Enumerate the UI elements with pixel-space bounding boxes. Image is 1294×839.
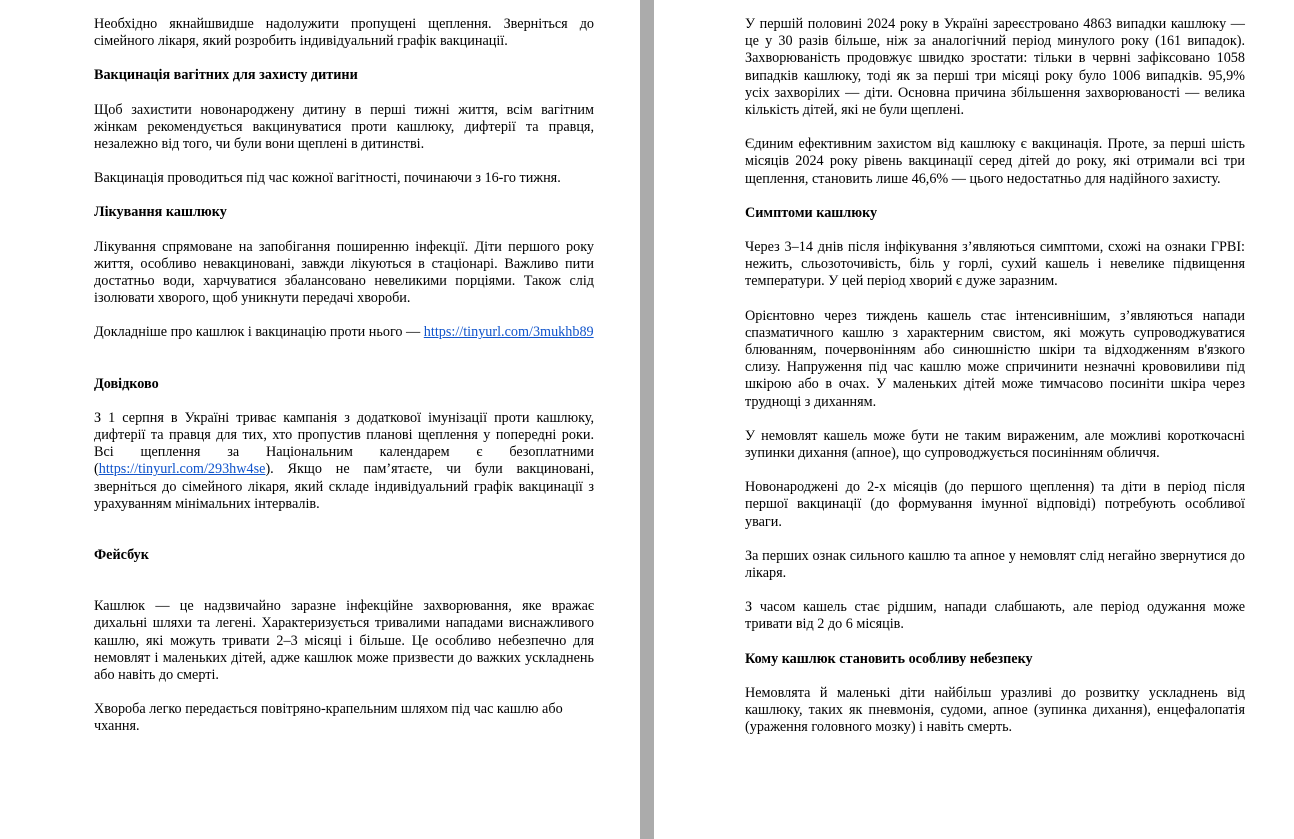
- heading-facebook: Фейсбук: [94, 547, 149, 564]
- reference-text-b: ). Якщо не пам’ятаєте, чи були вакциновані, зверніться до сімейного лікаря, який складе індивідуальний графік вакцинації з урахуванням мінімальних інтервалів.: [94, 461, 594, 512]
- paragraph-symptoms-2: Орієнтовно через тиждень кашель стає інтенсивнішим, з’являються напади спазматичного кашлю з характерним свистом, які можуть супроводжуватися блюванням, почервонінням або синюшністю шкіри та відходженням в'язкого слизу. Напруження під час кашлю може спричинити незначні крововиливи під шкірою або в очах. У маленьких дітей може тимчасово посиніти шкіра через труднощі з диханням.: [745, 307, 1245, 410]
- paragraph-facebook-2: Хвороба легко передається повітряно-крапельним шляхом під час кашлю або чхання.: [94, 701, 563, 735]
- page-right-content: [745, 16, 1245, 754]
- paragraph-symptoms-1: Через 3–14 днів після інфікування з’являються симптоми, схожі на ознаки ГРВІ: нежить, сльозоточивість, біль у горлі, сухий кашель і невелике підвищення температури. У цей період хворий є дуже заразним.: [745, 239, 1245, 290]
- paragraph-reference: [94, 410, 594, 513]
- paragraph-symptoms-6: З часом кашель стає рідшим, напади слабшають, але період одужання може тривати від 2 до 6 місяців.: [745, 599, 1245, 633]
- spacer: [94, 564, 594, 598]
- page-left-content: [94, 16, 594, 753]
- spacer: [94, 513, 594, 547]
- paragraph-facebook-1: Кашлюк — це надзвичайно заразне інфекційне захворювання, яке вражає дихальні шляхи та легені. Характеризується тривалими нападами виснажливого кашлю, які можуть тривати 2–3 місяці і більше. Це особливо небезпечно для немовлят і маленьких дітей, адже кашлюк може призвести до важких ускладнень або навіть до смерті.: [94, 598, 594, 684]
- paragraph-statistics: У першій половині 2024 року в Україні зареєстровано 4863 випадки кашлюку — це у 30 разів більше, ніж за аналогічний період минулого року (161 випадок). Захворюваність продовжує швидко зростати: тільки в червні зафіксовано 1058 випадків кашлюку, тоді як за перші три місяці року було 1006 випадків. 95,9% усіх захворілих — діти. Основна причина збільшення захворюваності — велика кількість дітей, які не були щеплені.: [745, 16, 1245, 119]
- paragraph-pregnant-1: Щоб захистити новонароджену дитину в перші тижні життя, всім вагітним жінкам рекомендується вакцинуватися проти кашлюку, дифтерії та правця, незалежно від того, чи були вони щеплені в дитинстві.: [94, 101, 594, 153]
- paragraph-symptoms-5: За перших ознак сильного кашлю та апное у немовлят слід негайно звернутися до лікаря.: [745, 547, 1245, 582]
- paragraph-symptoms-4: Новонароджені до 2-х місяців (до першого щеплення) та діти в період після першої вакцинації (до формування імунної відповіді) потребують особливої уваги.: [745, 479, 1245, 530]
- paragraph-symptoms-3: У немовлят кашель може бути не таким вираженим, але можливі короткочасні зупинки дихання (апное), що супроводжується посинінням обличчя.: [745, 427, 1245, 462]
- heading-pregnant-vaccination: Вакцинація вагітних для захисту дитини: [94, 67, 358, 84]
- paragraph-more-info: [94, 324, 594, 341]
- heading-reference: Довідково: [94, 375, 159, 392]
- heading-symptoms: Симптоми кашлюку: [745, 204, 878, 221]
- spacer: [94, 342, 594, 376]
- more-info-text: Докладніше про кашлюк і вакцинацію проти нього —: [94, 324, 421, 341]
- heading-treatment: Лікування кашлюку: [94, 204, 227, 221]
- document-page-left: [0, 0, 640, 839]
- more-info-link[interactable]: https://tinyurl.com/3mukhb89: [423, 324, 594, 341]
- heading-danger: Кому кашлюк становить особливу небезпеку: [745, 650, 1033, 667]
- paragraph-treatment: Лікування спрямоване на запобігання поширенню інфекції. Діти першого року життя, особливо невакциновані, завжди лікуються в стаціонарі. Важливо пити достатньо води, харчуватися збалансовано невеликими порціями. Також слід ізолювати хворого, щоб уникнути передачі хвороби.: [94, 238, 594, 307]
- reference-text-a: З 1 серпня в Україні триває кампанія з додаткової імунізації проти кашлюку, дифтерії та правця для тих, хто пропустив планові щеплення у попередні роки. Всі щеплення за Національним календарем є безоплатними (: [94, 409, 594, 478]
- document-page-right: [654, 0, 1294, 839]
- paragraph-danger: Немовлята й маленькі діти найбільш уразливі до розвитку ускладнень від кашлюку, таких як пневмонія, судоми, апное (зупинка дихання), енцефалопатія (ураження головного мозку) і навіть смерть.: [745, 684, 1245, 736]
- reference-link[interactable]: https://tinyurl.com/293hw4se: [98, 461, 266, 478]
- paragraph-protection: Єдиним ефективним захистом від кашлюку є вакцинація. Проте, за перші шість місяців 2024 року рівень вакцинації серед дітей до року, які отримали всі три щеплення, становить лише 46,6% — цього недостатньо для надійного захисту.: [745, 136, 1245, 187]
- paragraph-pregnant-2: Вакцинація проводиться під час кожної вагітності, починаючи з 16-го тижня.: [94, 170, 561, 187]
- paragraph-intro: Необхідно якнайшвидше надолужити пропущені щеплення. Зверніться до сімейного лікаря, який розробить індивідуальний графік вакцинації.: [94, 16, 594, 50]
